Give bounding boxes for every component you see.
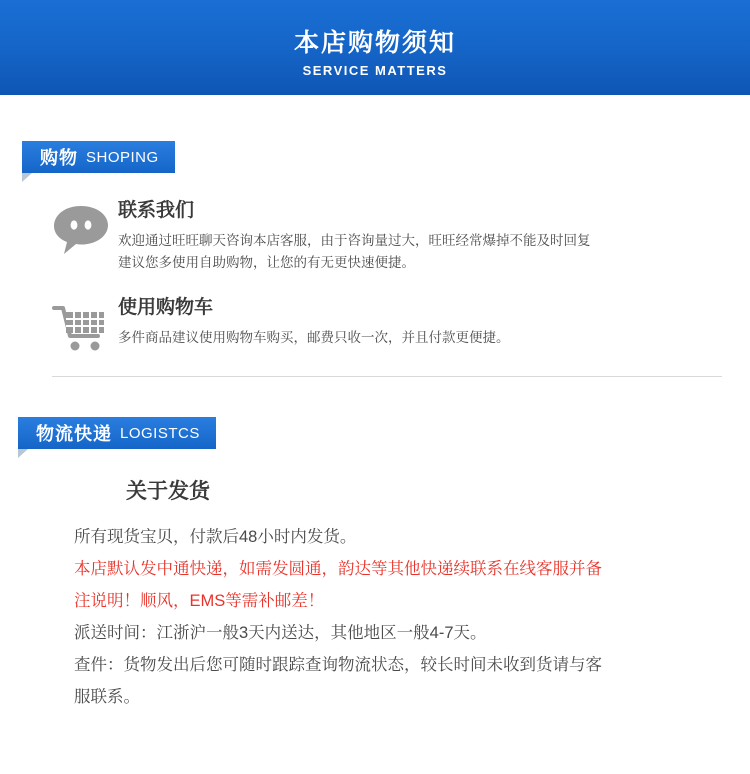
list-item: [50, 292, 710, 358]
logistics-tag-en: LOGISTCS: [120, 424, 200, 442]
banner-title: 本店购物须知: [293, 28, 456, 57]
list-item-desc-line1: 多件商品建议使用购物车购买，邮费只收一次，并且付款更便捷。: [118, 330, 510, 345]
ribbon-tail-shape: [18, 449, 28, 458]
logistics-line: 派送时间：江浙沪一般3天内送达，其他地区一般4-7天。: [74, 624, 487, 642]
ribbon-tail-shape: [22, 173, 32, 182]
shopping-section: [0, 141, 750, 377]
logistics-line: 查件：货物发出后您可随时跟踪查询物流状态，较长时间未收到货请与客: [74, 656, 602, 674]
page-banner: [0, 0, 750, 95]
shopping-cart-icon: [50, 296, 112, 358]
shopping-items: [22, 195, 750, 358]
banner-subtitle: SERVICE MATTERS: [302, 62, 448, 78]
list-item: [50, 195, 710, 274]
list-item-title: 使用购物车: [118, 297, 214, 318]
logistics-title: 关于发货: [126, 480, 210, 503]
logistics-line-highlight: 注说明！顺风，EMS等需补邮差！: [74, 592, 325, 610]
logistics-line: 服联系。: [74, 688, 140, 706]
shopping-section-tag: [22, 141, 175, 173]
list-item-text: [112, 292, 510, 349]
logistics-section-tag: [18, 417, 216, 449]
list-item-text: [112, 195, 591, 274]
chat-bubble-icon: [50, 199, 112, 261]
logistics-tag-cn: 物流快递: [36, 424, 112, 444]
logistics-section: [0, 417, 750, 713]
list-item-title: 联系我们: [118, 200, 195, 221]
list-item-desc-line1: 欢迎通过旺旺聊天咨询本店客服，由于咨询量过大，旺旺经常爆掉不能及时回复: [118, 233, 591, 248]
logistics-body: [18, 477, 750, 713]
logistics-line: 所有现货宝贝，付款后48小时内发货。: [74, 528, 357, 546]
list-item-desc-line2: 建议您多使用自助购物，让您的有无更快速便捷。: [118, 255, 415, 270]
shopping-tag-cn: 购物: [40, 148, 78, 168]
logistics-line-highlight: 本店默认发中通快递，如需发圆通，韵达等其他快递续联系在线客服并备: [74, 560, 602, 578]
shopping-tag-en: SHOPING: [86, 148, 159, 166]
section-divider: [52, 376, 722, 377]
